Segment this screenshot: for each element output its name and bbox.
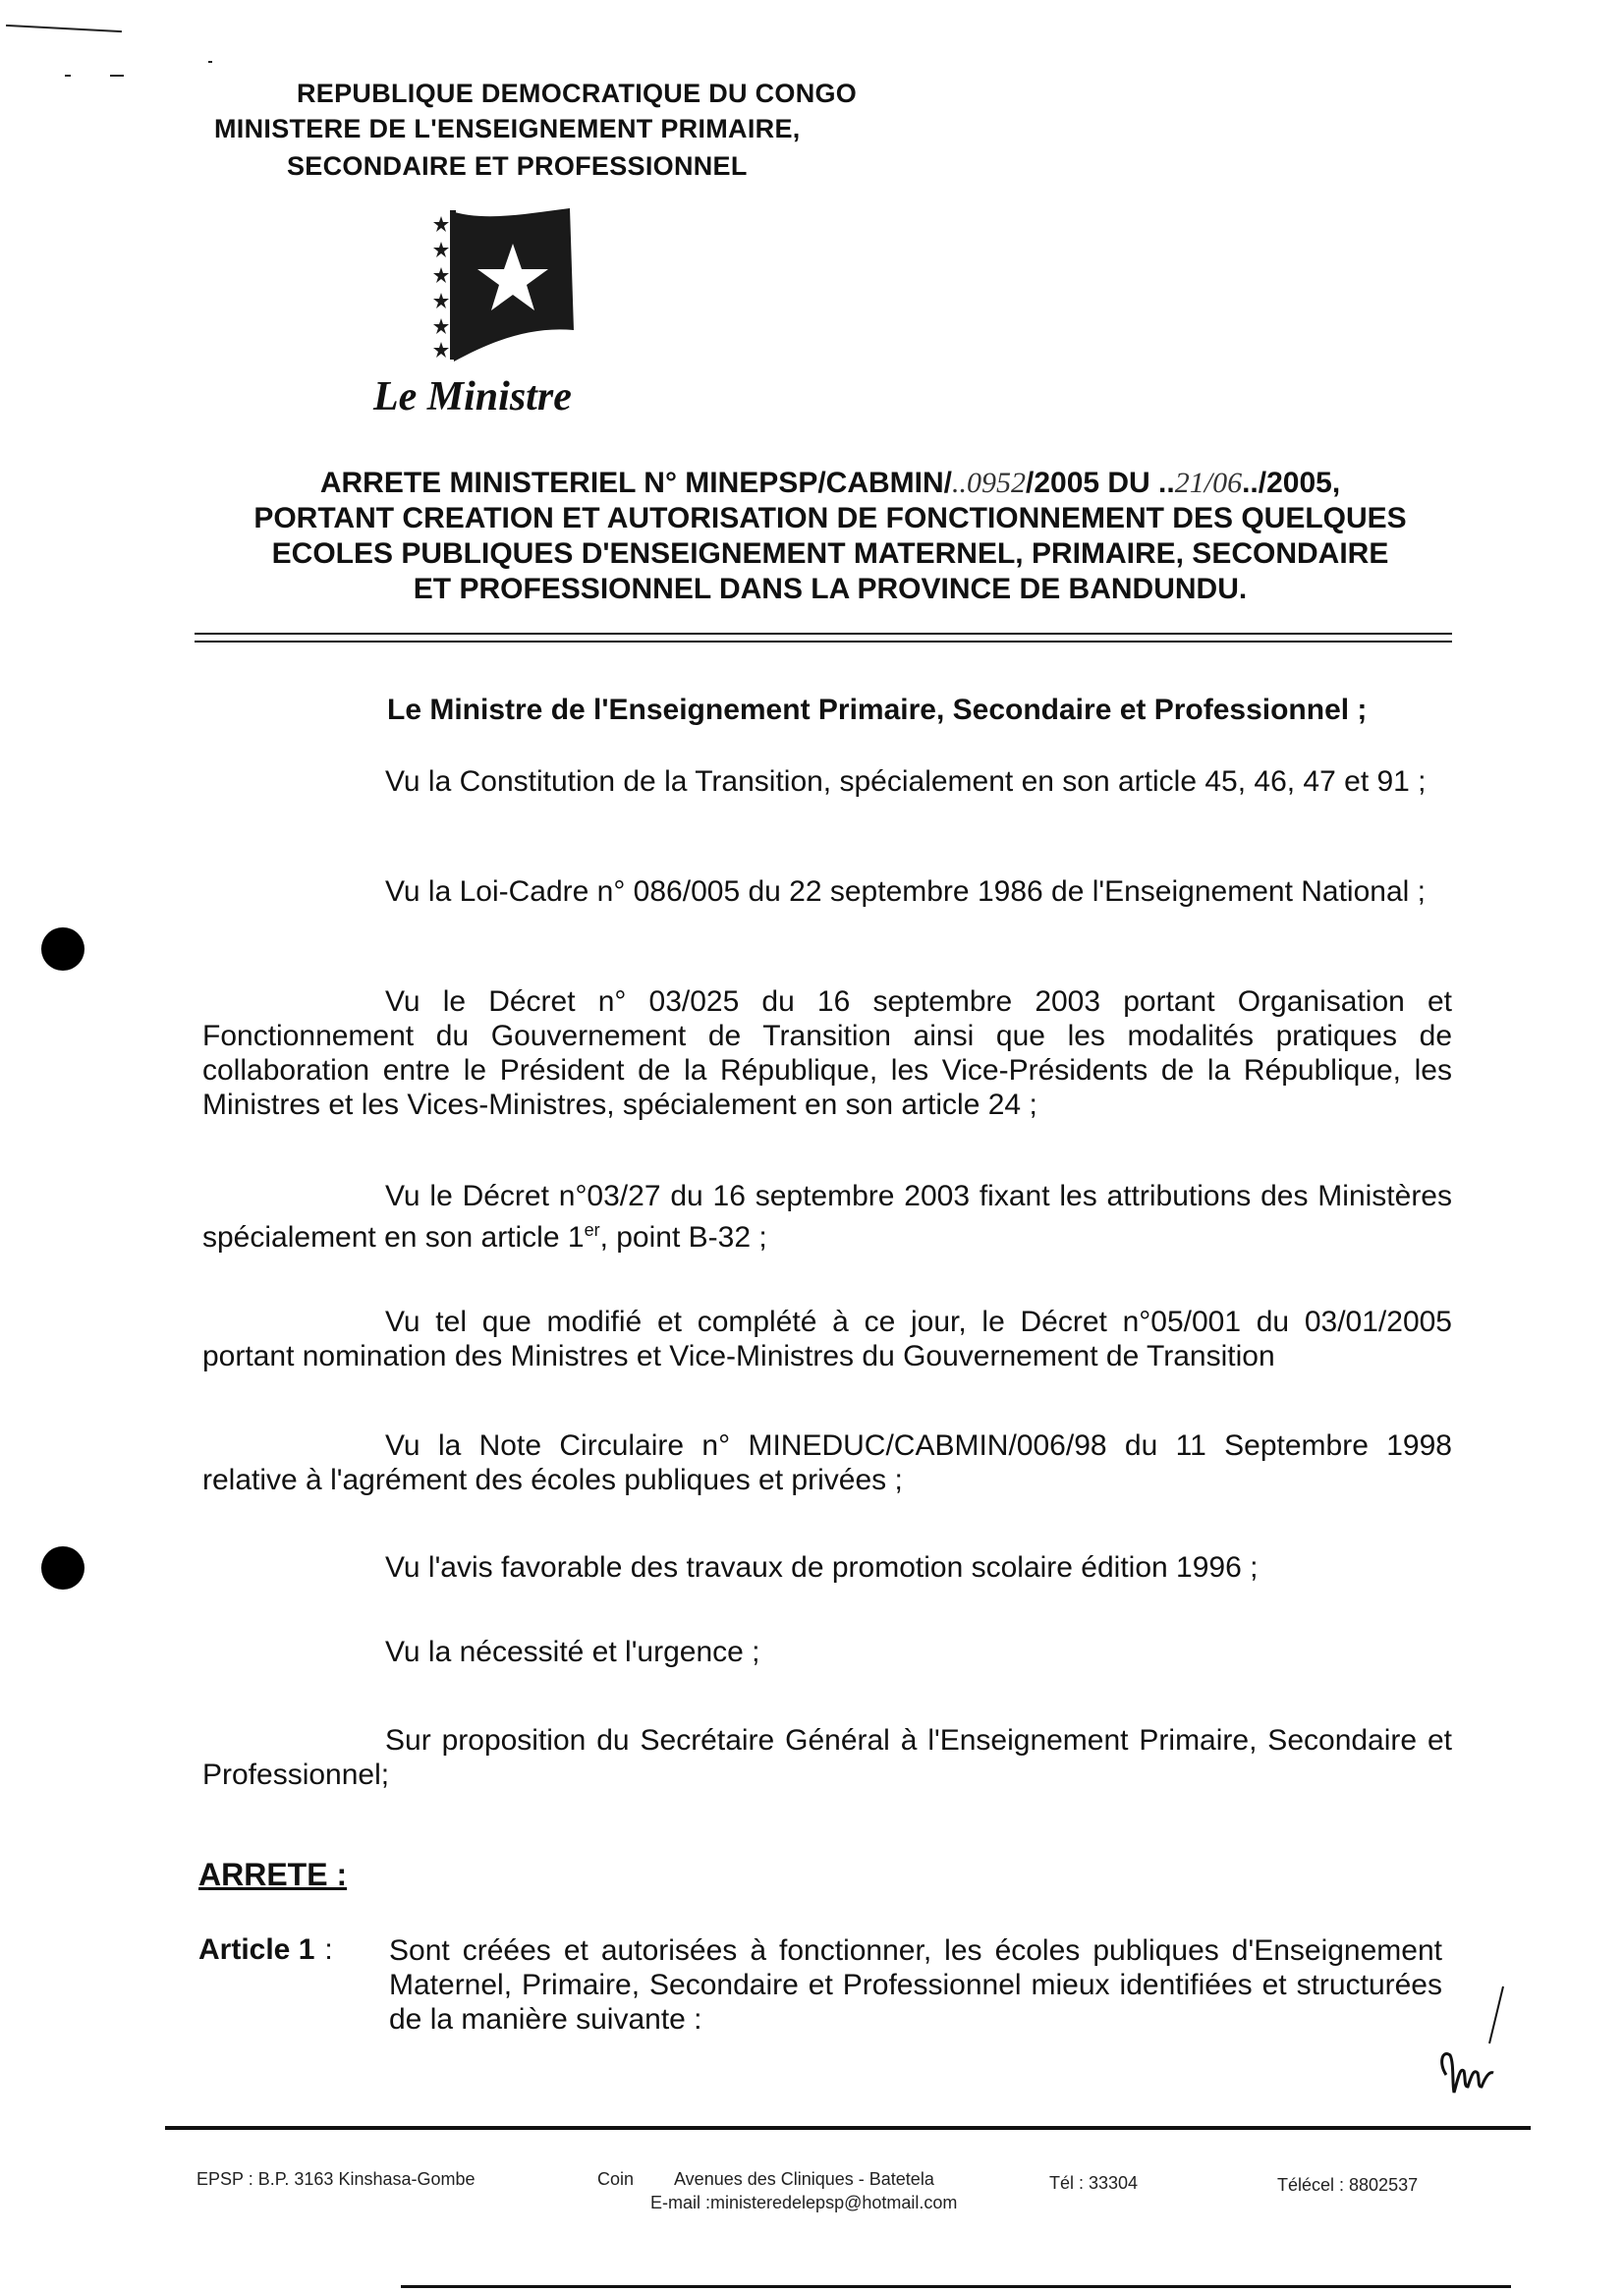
footer-email: E-mail :ministeredelepsp@hotmail.com — [650, 2193, 958, 2212]
considerant-paragraph: Vu le Décret n° 03/025 du 16 septembre 2003 portant Organisation et Fonctionnement du Gouvernement de Transition ainsi que les modalités pratiques de collaboration entre le Président de la République, les Vice-Présidents de la République, les Ministres et les Vices-Ministres, spécialement en son article 24 ; — [202, 985, 1452, 1121]
scan-artifact — [65, 75, 71, 77]
considerant-paragraph: Vu la nécessité et l'urgence ; — [385, 1636, 760, 1668]
title-divider — [195, 641, 1452, 643]
flag-emblem-icon — [424, 204, 578, 366]
intro-line: Le Ministre de l'Enseignement Primaire, Secondaire et Professionnel ; — [387, 694, 1368, 726]
considerant-paragraph: Vu la Constitution de la Transition, spécialement en son article 45, 46, 47 et 91 ; — [385, 765, 1427, 798]
header-ministry-sub: SECONDAIRE ET PROFESSIONNEL — [287, 151, 748, 181]
decree-title-line1: ARRETE MINISTERIEL N° MINEPSP/CABMIN/..0952/2005 DU ..21/06../2005, — [319, 467, 1341, 499]
header-country: REPUBLIQUE DEMOCRATIQUE DU CONGO — [297, 79, 858, 108]
considerant-paragraph: Vu le Décret n°03/27 du 16 septembre 2003 fixant les attributions des Ministères spécialement en son article 1er, point B-32 ; — [202, 1180, 1452, 1254]
page-bottom-line — [401, 2285, 1511, 2288]
handwritten-number: ..0952 — [951, 467, 1026, 499]
scan-artifact — [110, 75, 124, 77]
considerant-paragraph: Vu tel que modifié et complété à ce jour, le Décret n°05/001 du 03/01/2005 portant nomination des Ministres et Vice-Ministres du Gouvernement de Transition — [202, 1306, 1452, 1372]
considerant-paragraph: Vu la Note Circulaire n° MINEDUC/CABMIN/006/98 du 11 Septembre 1998 relative à l'agrément des écoles publiques et privées ; — [202, 1429, 1452, 1496]
footer-avenues: Avenues des Cliniques - Batetela — [674, 2169, 934, 2189]
decree-title-line3: ECOLES PUBLIQUES D'ENSEIGNEMENT MATERNEL, PRIMAIRE, SECONDAIRE — [271, 537, 1389, 570]
footer-coin: Coin — [597, 2169, 635, 2189]
punch-hole — [41, 927, 84, 971]
article-text: Sont créées et autorisées à fonctionner, les écoles publiques d'Enseignement Maternel, Primaire, Secondaire et Professionnel mieux identifiées et structurées de la manière suivante : — [389, 1934, 1442, 2036]
considerant-paragraph: Sur proposition du Secrétaire Général à l'Enseignement Primaire, Secondaire et Professionnel; — [202, 1724, 1452, 1791]
scan-artifact — [208, 61, 212, 63]
decree-title — [196, 466, 1464, 607]
arrete-heading: ARRETE : — [198, 1857, 348, 1892]
considerant-paragraph: Vu l'avis favorable des travaux de promotion scolaire édition 1996 ; — [385, 1551, 1259, 1584]
decree-title-line2: PORTANT CREATION ET AUTORISATION DE FONCTIONNEMENT DES QUELQUES — [253, 502, 1407, 534]
article-label: Article 1 : — [198, 1933, 333, 1966]
considerant-paragraph: Vu la Loi-Cadre n° 086/005 du 22 septembre 1986 de l'Enseignement National ; — [385, 875, 1426, 908]
footer-mobile: Télécel : 8802537 — [1277, 2175, 1419, 2195]
header-ministry: MINISTERE DE L'ENSEIGNEMENT PRIMAIRE, — [214, 114, 801, 143]
scan-artifact — [6, 25, 122, 32]
minister-title: Le Ministre — [373, 374, 572, 419]
decree-title-line4: ET PROFESSIONNEL DANS LA PROVINCE DE BANDUNDU. — [413, 573, 1248, 605]
handwritten-date: 21/06 — [1174, 467, 1243, 499]
punch-hole — [41, 1546, 84, 1590]
initials-signature-icon — [1432, 1985, 1511, 2102]
footer-divider — [165, 2126, 1531, 2130]
title-divider — [195, 633, 1452, 635]
footer-phone: Tél : 33304 — [1049, 2173, 1139, 2193]
footer-address: EPSP : B.P. 3163 Kinshasa-Gombe — [196, 2169, 476, 2189]
